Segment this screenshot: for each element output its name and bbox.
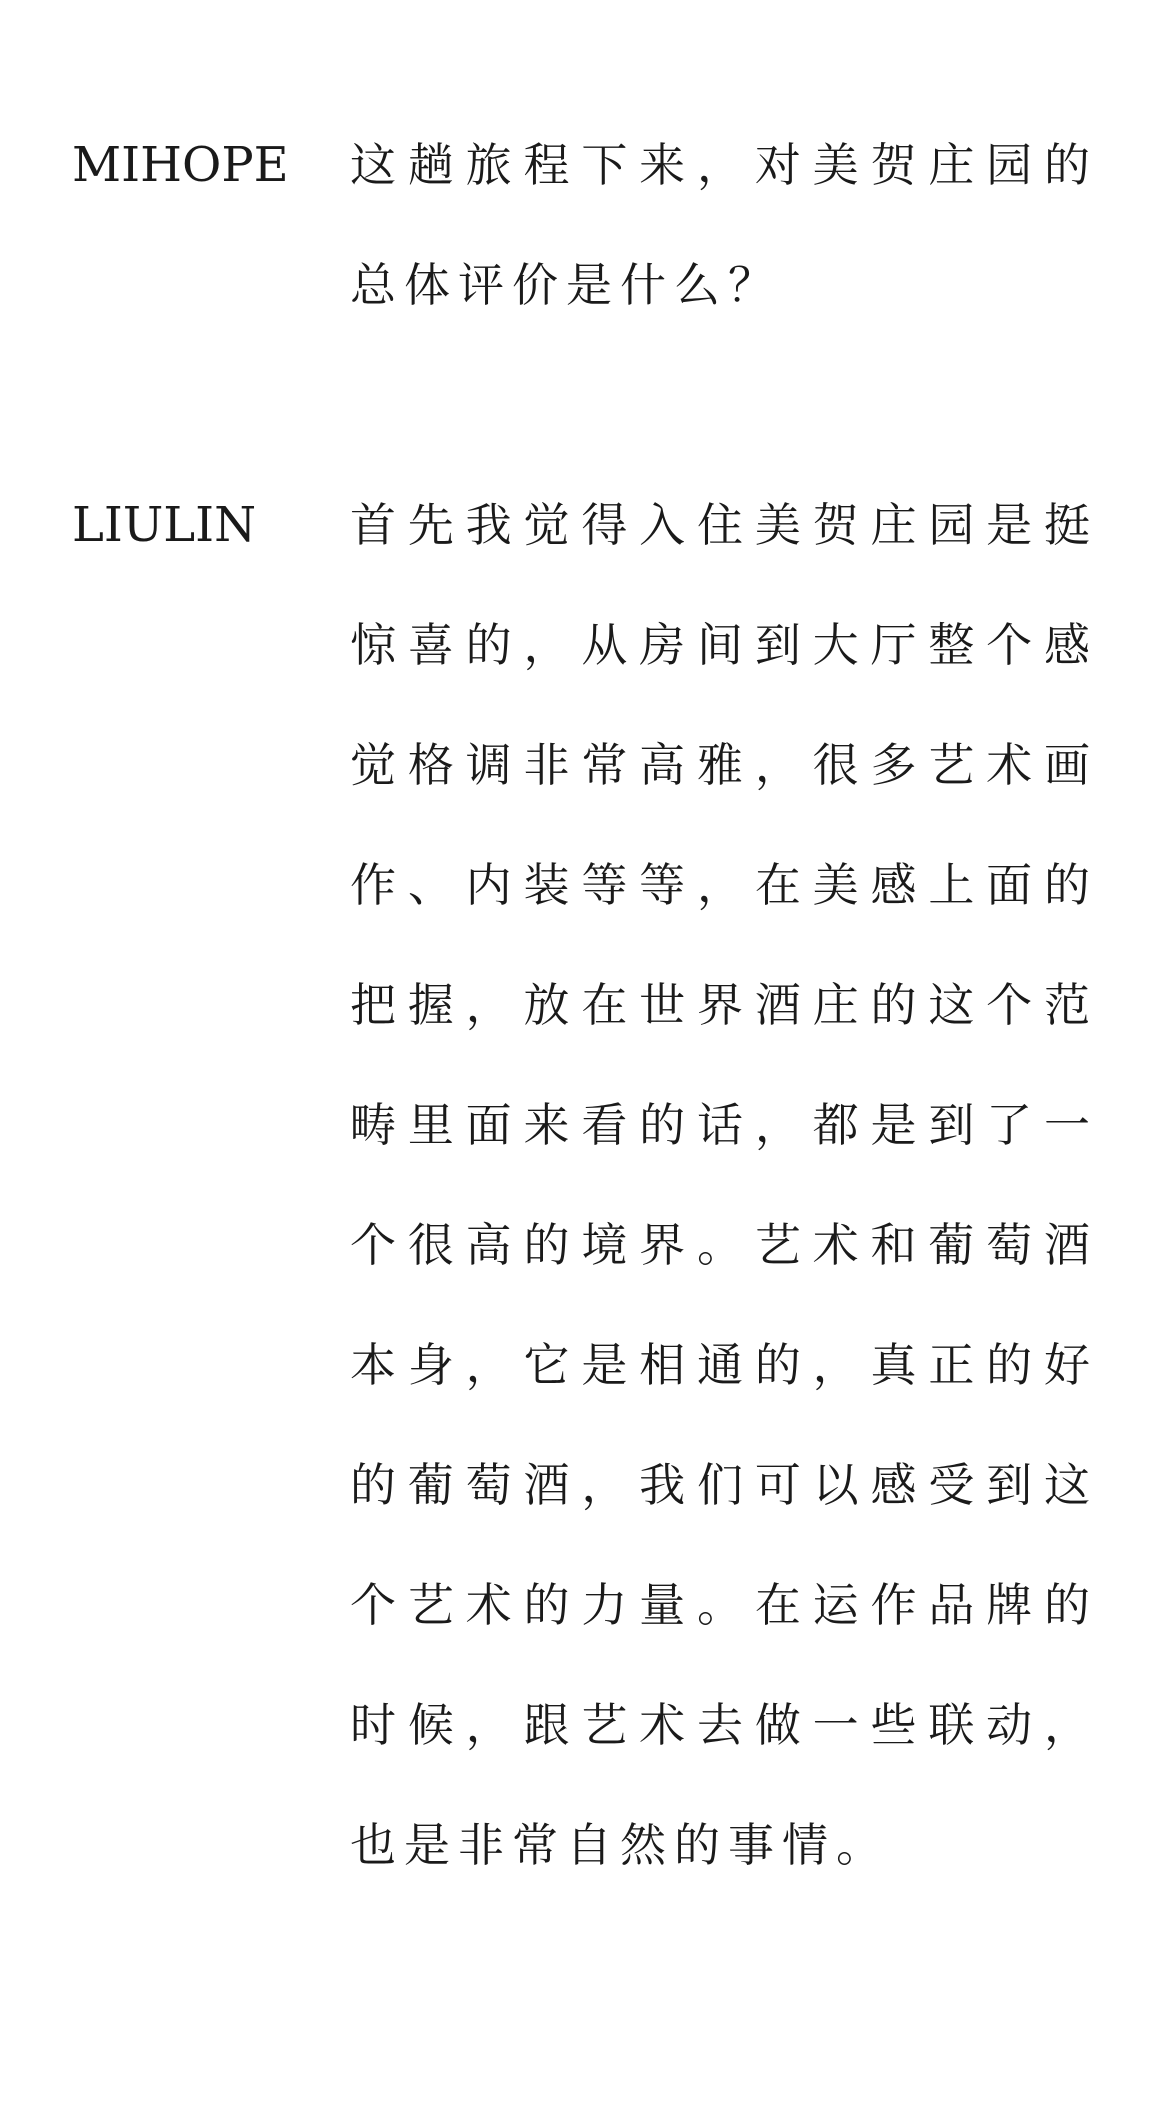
dialogue-entry-answer	[72, 465, 1098, 1905]
question-text: 这趟旅程下来，对美贺庄园的总体评价是什么？	[350, 138, 1098, 312]
speaker-name: LIULIN	[72, 497, 257, 553]
interview-dialogue	[72, 105, 1098, 1905]
speaker-name: MIHOPE	[72, 137, 289, 193]
answer-text: 首先我觉得入住美贺庄园是挺惊喜的，从房间到大厅整个感觉格调非常高雅，很多艺术画作、内装等等，在美感上面的把握，放在世界酒庄的这个范畴里面来看的话，都是到了一个很高的境界。艺术和葡萄酒本身，它是相通的，真正的好的葡萄酒，我们可以感受到这个艺术的力量。在运作品牌的时候，跟艺术去做一些联动，也是非常自然的事情。	[350, 498, 1098, 1872]
dialogue-entry-question	[72, 105, 1098, 345]
